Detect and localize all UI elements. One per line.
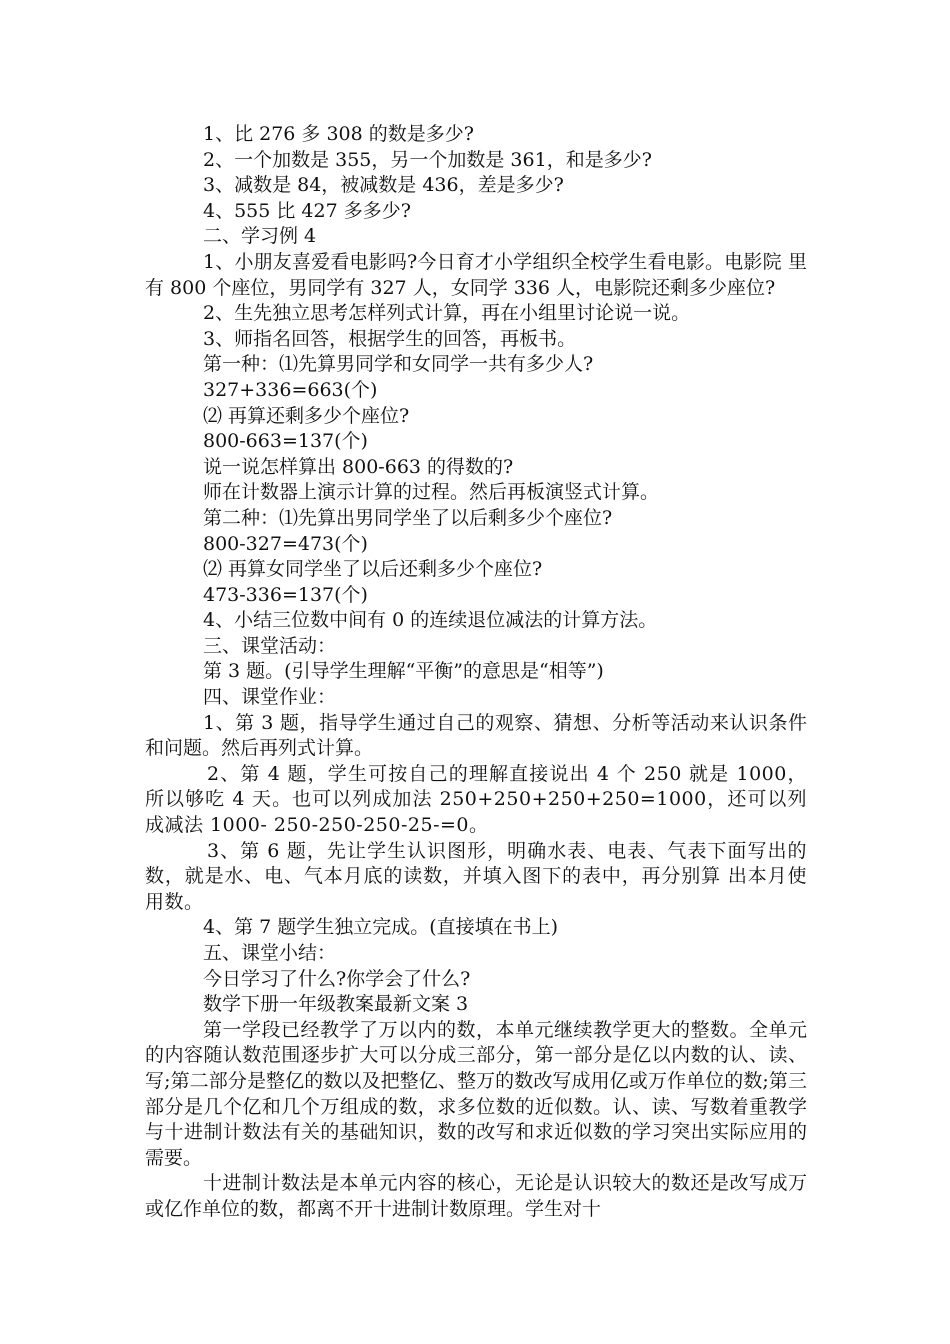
paragraph: 第一种：⑴先算男同学和女同学一共有多少人? — [203, 353, 594, 376]
paragraph: 今日学习了什么?你学会了什么? — [203, 967, 471, 990]
paragraph: 师在计数器上演示计算的过程。然后再板演竖式计算。 — [203, 481, 660, 504]
paragraph: 第二种：⑴先算出男同学坐了以后剩多少个座位? — [203, 506, 613, 529]
paragraph: 2、一个加数是 355，另一个加数是 361，和是多少? — [203, 148, 652, 171]
equation: 800-327=473(个) — [203, 532, 368, 555]
paragraph: 1、第 3 题，指导学生通过自己的观察、猜想、分析等活动来认识条件 和问题。然后再列式计算。 — [145, 711, 807, 760]
paragraph: 2、第 4 题，学生可按自己的理解直接说出 4 个 250 就是 1000，所以够吃 4 天。也可以列成加法 250+250+250+250=1000，还可以列成减法 1000- 250-250-250-25-=0。 — [145, 762, 807, 837]
paragraph: 第一学段已经教学了万以内的数，本单元继续教学更大的整数。全单元的内容随认数范围逐步扩大可以分成三部分，第一部分是亿以内数的认、读、写;第二部分是整亿的数以及把整亿、整万的数改写成用亿或万作单位的数;第三部分是几个亿和几个万组成的数，求多位数的近似数。认、读、写数着重教学与十进制计数法有关的基础知识，数的改写和求近似数的学习突出实际应用的需要。 — [145, 1018, 807, 1169]
document-title: 数学下册一年级教案最新文案 3 — [203, 993, 469, 1016]
paragraph: 3、第 6 题，先让学生认识图形，明确水表、电表、气表下面写出的 数，就是水、电、气本月底的读数，并填入图下的表中，再分别算 出本月使用数。 — [145, 839, 807, 913]
paragraph: 4、555 比 427 多多少? — [203, 199, 411, 222]
paragraph: 第 3 题。(引导学生理解“平衡”的意思是“相等”) — [203, 660, 604, 683]
paragraph: ⑵ 再算女同学坐了以后还剩多少个座位? — [203, 558, 543, 581]
paragraph: 3、减数是 84，被减数是 436，差是多少? — [203, 174, 564, 197]
section-heading: 四、课堂作业： — [203, 686, 337, 709]
section-heading: 二、学习例 4 — [203, 225, 317, 248]
paragraph: 4、小结三位数中间有 0 的连续退位减法的计算方法。 — [203, 609, 658, 632]
section-heading: 五、课堂小结： — [203, 942, 337, 964]
paragraph: 3、师指名回答，根据学生的回答，再板书。 — [203, 327, 577, 350]
equation: 800-663=137(个) — [203, 430, 368, 453]
document-body — [145, 122, 807, 1223]
equation: 473-336=137(个) — [203, 583, 368, 606]
paragraph: 说一说怎样算出 800-663 的得数的? — [203, 455, 514, 478]
paragraph: 十进制计数法是本单元内容的核心，无论是认识较大的数还是改写成万或亿作单位的数，都离不开十进制计数原理。学生对十 — [145, 1172, 807, 1220]
section-heading: 三、课堂活动： — [203, 634, 337, 657]
paragraph: 1、比 276 多 308 的数是多少? — [203, 123, 474, 145]
equation: 327+336=663(个) — [203, 378, 378, 401]
paragraph: ⑵ 再算还剩多少个座位? — [203, 404, 410, 427]
paragraph: 2、生先独立思考怎样列式计算，再在小组里讨论说一说。 — [203, 302, 691, 325]
paragraph: 1、小朋友喜爱看电影吗?今日育才小学组织全校学生看电影。电影院 里有 800 个座位，男同学有 327 人，女同学 336 人，电影院还剩多少座位? — [145, 250, 807, 299]
paragraph: 4、第 7 题学生独立完成。(直接填在书上) — [203, 916, 559, 939]
